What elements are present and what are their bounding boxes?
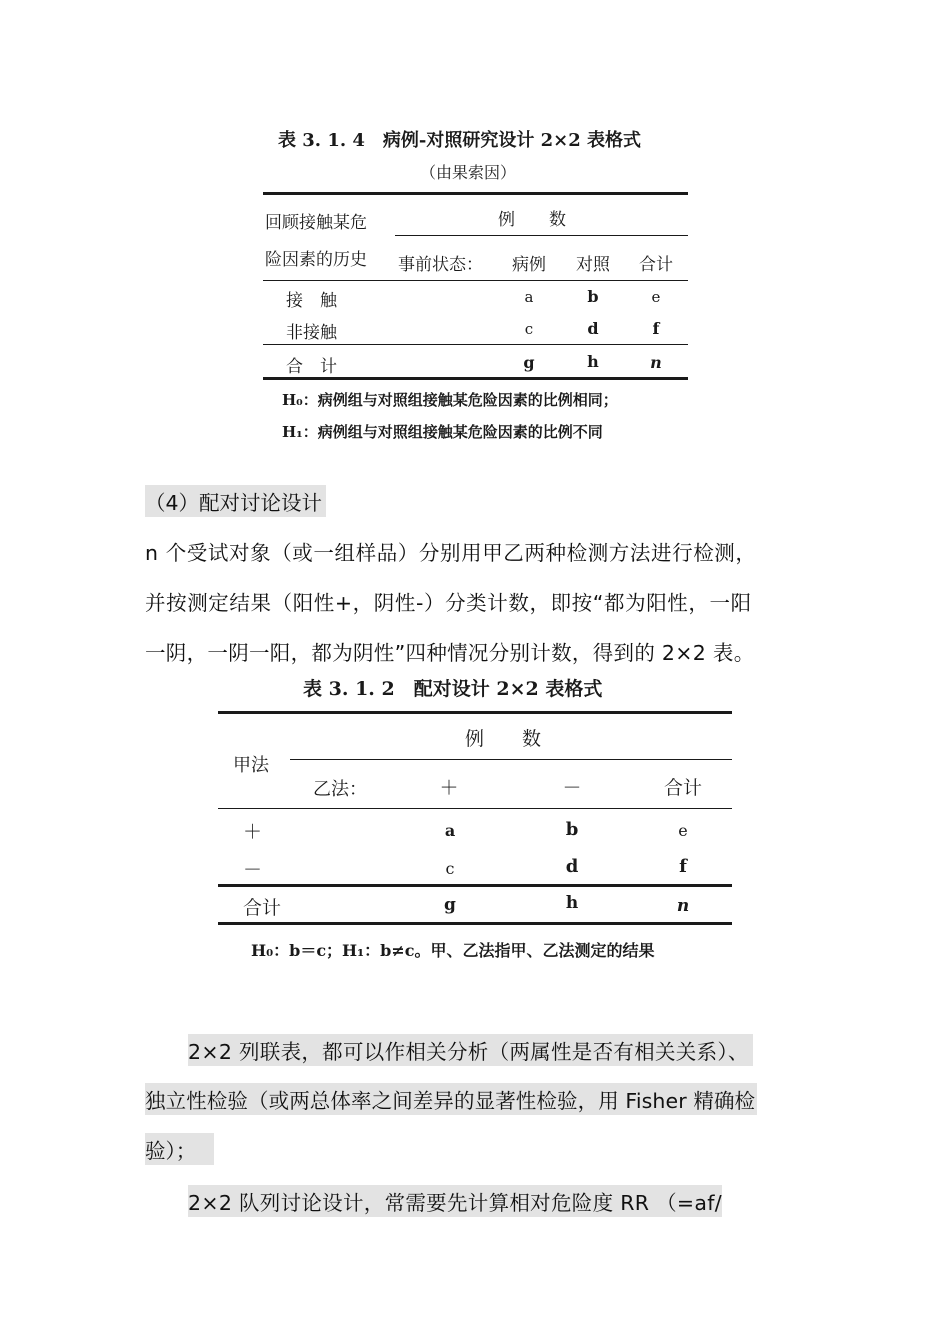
table1-row-label: 合 计	[286, 357, 337, 377]
table1-cell: b	[587, 287, 599, 306]
table1-cell: n	[650, 353, 662, 372]
table1-body-rule	[263, 344, 688, 345]
table1-subcaption: （由果索因）	[420, 163, 517, 182]
table1-cell: c	[524, 320, 534, 338]
table2-body-rule	[218, 884, 732, 887]
table2-cell: a	[444, 821, 456, 840]
table2-top-rule	[218, 711, 732, 714]
table2-header-rule	[218, 808, 732, 809]
table1-top-rule	[263, 192, 688, 195]
para1-line-3: 验）；	[145, 1133, 214, 1165]
table2-row-label: 合计	[243, 897, 282, 919]
table1-row-label: 接 触	[286, 291, 337, 311]
table2-header-group: 例 数	[465, 728, 542, 750]
table1-cell: a	[524, 288, 534, 306]
table1-cell: f	[652, 319, 660, 338]
section4-line-1: n 个受试对象（或一组样品）分别用甲乙两种检测方法进行检测，	[145, 541, 757, 565]
table2-bottom-rule	[218, 922, 732, 925]
table1-col-control: 对照	[576, 255, 610, 275]
table2-cell: c	[445, 859, 455, 878]
table2-group-rule	[290, 759, 732, 760]
table1-col-case: 病例	[512, 255, 546, 275]
table1-header-group: 例 数	[498, 210, 566, 230]
table2-cell: e	[678, 821, 688, 840]
table1-header-state: 事前状态：	[398, 255, 483, 275]
table1-header-left-1: 回顾接触某危	[265, 213, 367, 233]
table2-col-plus: ＋	[439, 777, 459, 799]
table2-col-minus: －	[562, 777, 582, 799]
table1-note-h1: H₁：病例组与对照组接触某危险因素的比例不同	[282, 423, 603, 441]
table2-row-label: －	[243, 859, 263, 881]
table2-cell: f	[679, 856, 687, 877]
table1-cell: d	[587, 319, 599, 338]
table2-col-total: 合计	[663, 777, 703, 799]
table1-header-left-2: 险因素的历史	[265, 250, 367, 270]
table2-caption: 表 3. 1. 2 配对设计 2×2 表格式	[303, 678, 603, 700]
table2-header-state: 乙法：	[313, 779, 367, 800]
table2-note: H₀：b＝c；H₁：b≠c。甲、乙法指甲、乙法测定的结果	[251, 941, 655, 960]
table1-group-rule	[395, 235, 688, 236]
table2-cell: n	[676, 896, 690, 916]
table1-caption: 表 3. 1. 4 病例-对照研究设计 2×2 表格式	[278, 130, 642, 151]
table1-note-h0: H₀：病例组与对照组接触某危险因素的比例相同；	[282, 391, 618, 409]
table2-cell: b	[565, 819, 579, 840]
section4-heading: （4）配对讨论设计	[145, 485, 326, 517]
table1-cell: e	[651, 288, 661, 306]
para2-line-1: 2×2 队列讨论设计，常需要先计算相对危险度 RR （=af/	[188, 1185, 722, 1217]
table1-col-total: 合计	[639, 255, 673, 275]
table2-row-label: ＋	[243, 821, 263, 843]
table1-cell: h	[587, 352, 599, 371]
para1-line-1: 2×2 列联表，都可以作相关分析（两属性是否有相关关系）、	[188, 1034, 753, 1066]
section4-line-3: 一阴，一阴一阳，都为阴性”四种情况分别计数，得到的 2×2 表。	[145, 641, 755, 665]
table2-cell: h	[565, 893, 579, 913]
table1-row-label: 非接触	[286, 323, 337, 343]
table2-cell: d	[565, 856, 579, 877]
para1-line-2: 独立性检验（或两总体率之间差异的显著性检验，用 Fisher 精确检	[145, 1083, 757, 1115]
table1-bottom-rule	[263, 377, 688, 380]
table1-cell: g	[523, 353, 535, 372]
table1-header-rule	[263, 280, 688, 281]
section4-line-2: 并按测定结果（阳性+，阴性-）分类计数，即按“都为阳性，一阳	[145, 591, 752, 615]
table2-header-left: 甲法	[233, 755, 269, 776]
table2-cell: g	[444, 895, 456, 915]
